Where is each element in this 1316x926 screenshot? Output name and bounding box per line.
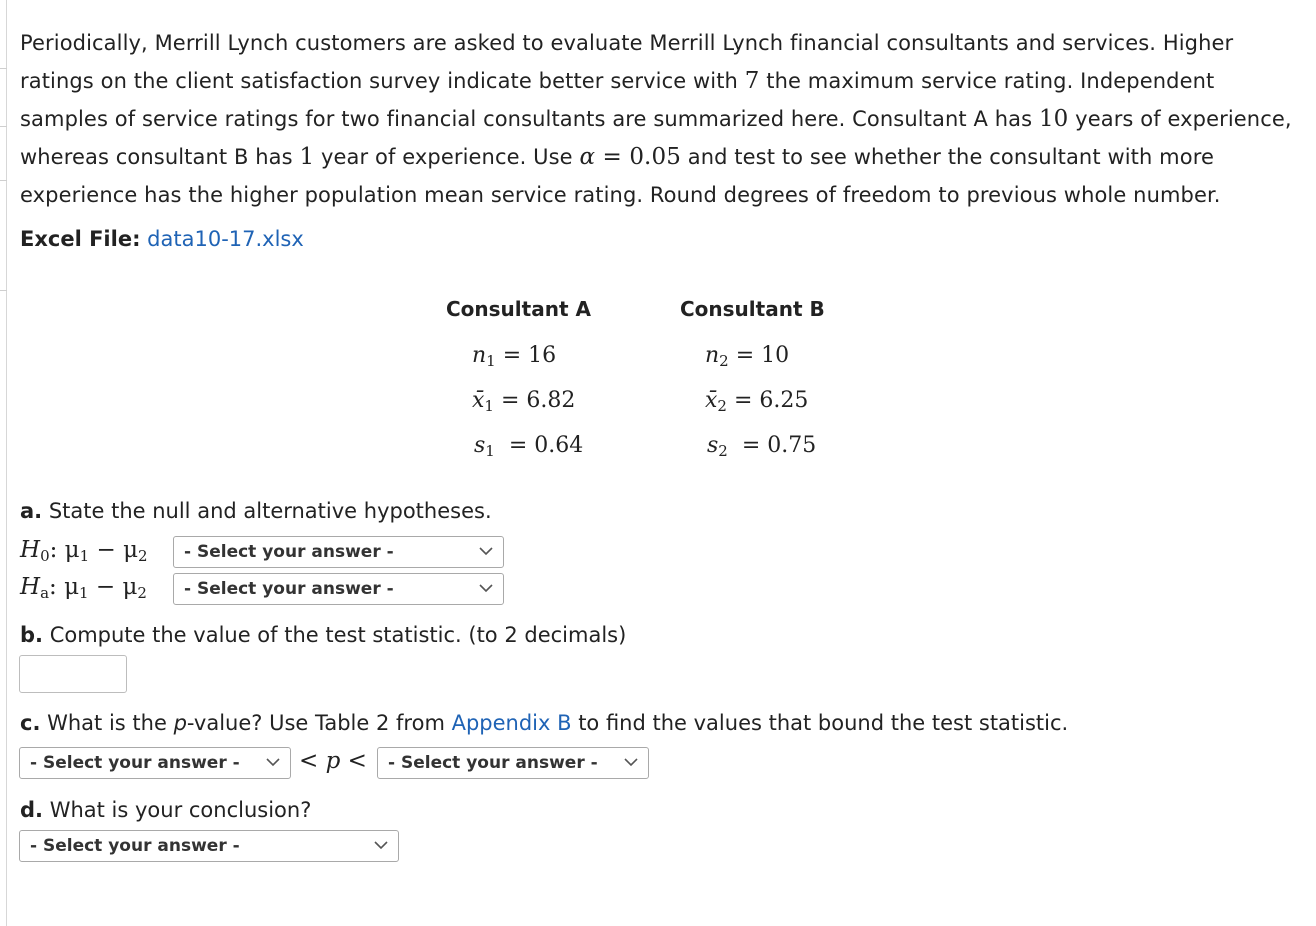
part-b-question: b. Compute the value of the test statistic. (to 2 decimals) xyxy=(20,623,627,647)
margin-tick xyxy=(0,126,7,127)
alt-hypothesis-label: $H_a$: $\mu_1 - \mu_2$ xyxy=(20,574,147,602)
appendix-b-link[interactable]: Appendix B xyxy=(451,711,572,735)
problem-line-3: samples of service ratings for two financial consultants are summarized here. Consultant A has 10 years of experience, xyxy=(20,106,1292,132)
null-hypothesis-label: $H_0$: $\mu_1 - \mu_2$ xyxy=(20,537,148,565)
excel-file-link[interactable]: data10-17.xlsx xyxy=(147,227,304,251)
years-a: 10 xyxy=(1038,106,1069,132)
part-d-question: d. What is your conclusion? xyxy=(20,798,312,822)
problem-line-1: Periodically, Merrill Lynch customers are asked to evaluate Merrill Lynch financial consultants and services. Higher xyxy=(20,31,1234,55)
n1-stat: $n_1 = 16$ xyxy=(472,343,557,370)
problem-line-5: experience has the higher population mean service rating. Round degrees of freedom to previous whole number. xyxy=(20,183,1221,207)
null-hypothesis-select[interactable]: - Select your answer - xyxy=(173,536,504,568)
alpha-value: 0.05 xyxy=(629,144,681,170)
xbar2-stat: $x̄_2 = 6.25$ xyxy=(705,388,809,415)
conclusion-select[interactable]: - Select your answer - xyxy=(19,830,399,862)
part-a-question: a. State the null and alternative hypotheses. xyxy=(20,499,492,523)
excel-file-label: Excel File: xyxy=(20,227,141,251)
chevron-down-icon xyxy=(479,583,493,593)
max-rating: 7 xyxy=(744,68,760,94)
chevron-down-icon xyxy=(266,757,280,767)
left-border xyxy=(6,0,7,926)
margin-tick xyxy=(0,180,7,181)
xbar1-stat: $x̄_1 = 6.82$ xyxy=(472,388,576,415)
problem-statement xyxy=(20,24,1316,214)
margin-tick xyxy=(0,68,7,69)
problem-line-2: ratings on the client satisfaction survey indicate better service with 7 the maximum service rating. Independent xyxy=(20,68,1215,94)
p-value-inequality: < p < xyxy=(299,748,367,774)
s2-stat: $s_2 = 0.75$ xyxy=(707,433,817,460)
problem-line-4: whereas consultant B has 1 year of experience. Use α = 0.05 and test to see whether the consultant with more xyxy=(20,144,1214,170)
p-value-upper-select[interactable]: - Select your answer - xyxy=(377,747,649,779)
consultant-a-header: Consultant A xyxy=(446,297,591,321)
n2-stat: $n_2 = 10$ xyxy=(705,343,790,370)
p-value-lower-select[interactable]: - Select your answer - xyxy=(19,747,291,779)
years-b: 1 xyxy=(299,144,315,170)
chevron-down-icon xyxy=(374,840,388,850)
excel-file-line xyxy=(20,227,304,251)
part-c-question: c. What is the p-value? Use Table 2 from Appendix B to find the values that bound the test statistic. xyxy=(20,711,1069,735)
test-statistic-input[interactable] xyxy=(19,655,127,693)
alt-hypothesis-select[interactable]: - Select your answer - xyxy=(173,573,504,605)
chevron-down-icon xyxy=(624,757,638,767)
s1-stat: $s_1 = 0.64$ xyxy=(474,433,584,460)
alpha-symbol: α xyxy=(579,144,596,170)
margin-tick xyxy=(0,290,7,291)
chevron-down-icon xyxy=(479,546,493,556)
consultant-b-header: Consultant B xyxy=(680,297,825,321)
